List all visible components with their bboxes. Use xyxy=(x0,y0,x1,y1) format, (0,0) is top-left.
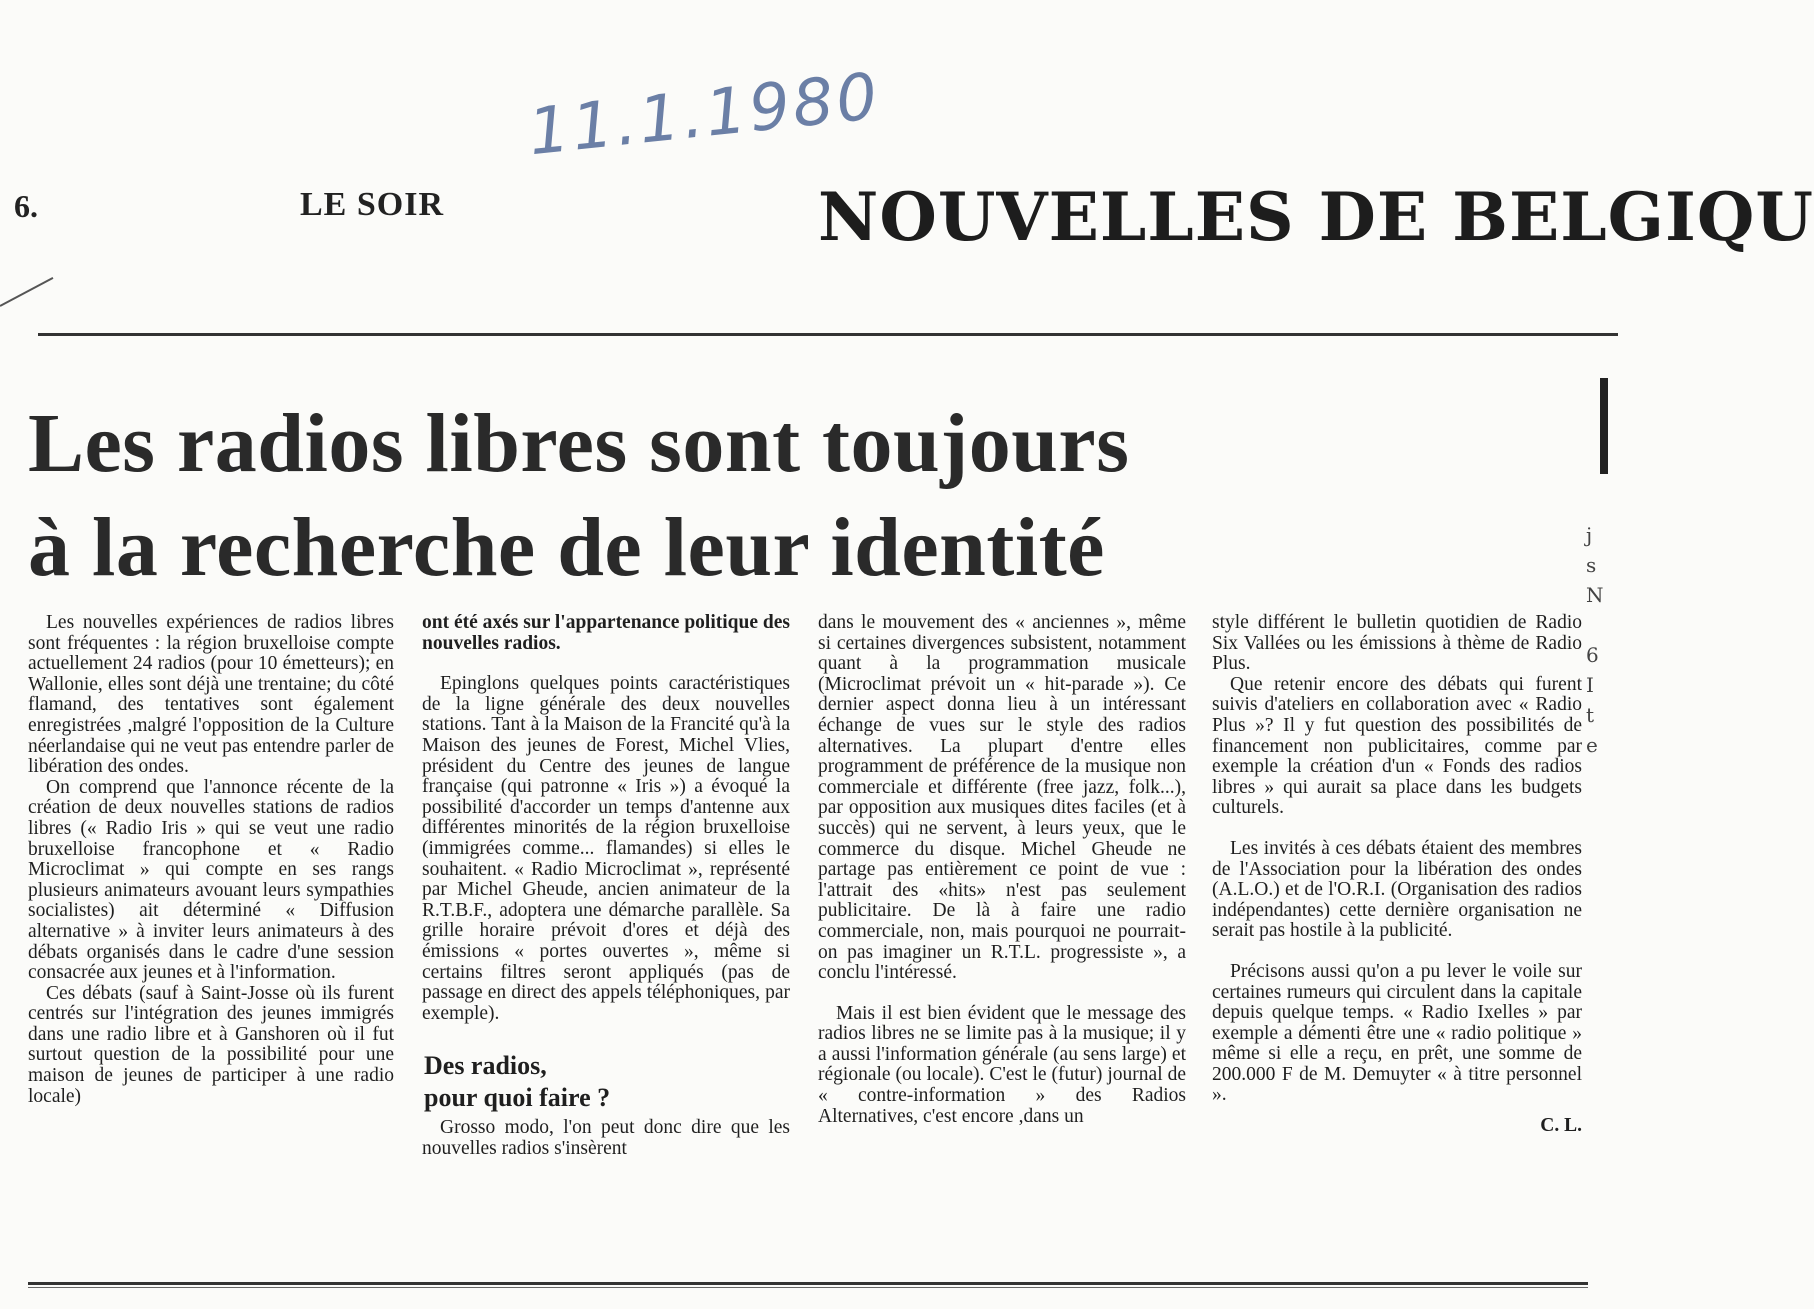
pencil-mark xyxy=(0,277,53,307)
paragraph: Que retenir encore des débats qui furent suivis d'ateliers en collaboration avec « Radio Plus »? Il y fut question des possibilités de financement non publicitaires, comme par exemple la création d'un « Fonds des radios libres » qui aurait sa place dans les budgets culturels. xyxy=(1212,673,1582,819)
edge-letter: s xyxy=(1586,553,1597,577)
paragraph-continued: style différent le bulletin quotidien de Radio Six Vallées ou les émissions à thème de Radio Plus. xyxy=(1212,612,1582,675)
page-number: 6. xyxy=(14,188,38,224)
article-column-1 xyxy=(28,613,394,1107)
paragraph: Grosso modo, l'on peut donc dire que les nouvelles radios s'insèrent xyxy=(422,1117,790,1159)
paragraph-continued: ont été axés sur l'appartenance politique des nouvelles radios. xyxy=(422,612,790,654)
paragraph: Précisons aussi qu'on a pu lever le voile sur certaines rumeurs qui circulent dans la capitale depuis quelque temps. « Radio Ixelles » par exemple a démenti être une « radio politique » même si elle a reçu, en prêt, une somme de 200.000 F de M. Demuyter « à titre personnel ». xyxy=(1212,960,1582,1106)
adjacent-column-bar xyxy=(1600,378,1608,474)
paragraph-continued: dans le mouvement des « anciennes », même si certaines divergences subsistent, notamment quant à la programmation musicale (Microclimat prévoit un « hit-parade »). Ce dernier aspect donna lieu à un intéressant échange de vues sur le style des radios alternatives. La plupart d'entre elles programment de préférence de la musique non commerciale et différente (free jazz, folk...), par opposition aux musiques dites faciles (et à succès) qui ne servent, à leurs yeux, que le commerce du disque. Michel Gheude ne partage pas entièrement ce point de vue : l'attrait des «hits» n'est pas seulement publicitaire. De là à faire une radio commerciale, non, mais pourquoi ne pourrait-on pas imaginer un R.T.L. progressiste », a conclu l'intéressé. xyxy=(818,612,1186,984)
bottom-rule xyxy=(28,1282,1588,1285)
paragraph: Les invités à ces débats étaient des membres de l'Association pour la libération des ondes (A.L.O.) et de l'O.R.I. (Organisation des radios indépendantes) cette dernière organisation ne serait pas hostile à la publicité. xyxy=(1212,837,1582,942)
article-column-4 xyxy=(1212,613,1582,1137)
headline-line-1: Les radios libres sont toujours xyxy=(28,397,1130,490)
paragraph: Epinglons quelques points caractéristiques de la ligne générale des deux nouvelles stations. Tant à la Maison de la Francité qu'à la Maison des jeunes de Forest, Michel Vlies, président du Centre des jeunes de langue française (qui patronne « Iris ») a évoqué la possibilité d'accorder un temps d'antenne aux différentes minorités de la région bruxelloise (immigrées comme... flamandes) si elles le souhaitent. « Radio Microclimat », représenté par Michel Gheude, ancien animateur de la R.T.B.F., adoptera une démarche parallèle. Sa grille horaire prévoit d'ores et déjà des émissions « portes ouvertes », même si certains filtres seront appliqués (pas de passage en direct des appels téléphoniques, par exemple). xyxy=(422,673,790,1024)
edge-letter: e xyxy=(1586,733,1598,757)
author-signature: C. L. xyxy=(1540,1115,1582,1137)
edge-letter: N xyxy=(1586,583,1604,607)
headline-line-2: à la recherche de leur identité xyxy=(28,501,1105,594)
subheading-line-1: Des radios, xyxy=(424,1051,547,1081)
section-title: NOUVELLES DE BELGIQU xyxy=(818,178,1814,256)
adjacent-column-fragments xyxy=(1586,520,1616,760)
masthead-rule xyxy=(38,333,1618,336)
handwritten-date: 11.1.1980 xyxy=(525,59,884,171)
edge-letter: I xyxy=(1586,673,1594,697)
bottom-rule-thin xyxy=(28,1287,1588,1288)
article-headline xyxy=(28,392,1288,600)
edge-letter: j xyxy=(1586,523,1593,547)
article-column-3 xyxy=(818,613,1186,1127)
paragraph: Ces débats (sauf à Saint-Josse où ils furent centrés sur l'intégration des jeunes immigrés dans une radio libre et à Ganshoren où il fut surtout question de la possibilité pour une maison de jeunes de participer à une radio locale) xyxy=(28,982,394,1107)
subheading-line-2: pour quoi faire ? xyxy=(424,1083,611,1113)
paragraph: On comprend que l'annonce récente de la création de deux nouvelles stations de radios libres (« Radio Iris » qui se veut une radio bruxelloise francophone et « Radio Microclimat » qui compte en ses rangs plusieurs animateurs avouant leurs sympathies socialistes) ait déterminé « Diffusion alternative » à inviter leurs animateurs à des débats organisés dans le cadre d'une session consacrée aux jeunes et à l'information. xyxy=(28,776,394,984)
edge-letter: t xyxy=(1586,703,1595,727)
paragraph: Les nouvelles expériences de radios libres sont fréquentes : la région bruxelloise compte actuellement 24 radios (pour 10 émetteurs); en Wallonie, elles sont déjà une trentaine; du côté flamand, des tentatives sont également enregistrées ,malgré l'opposition de la Culture néerlandaise qui ne veut pas entendre parler de libération des ondes. xyxy=(28,612,394,778)
subheading xyxy=(424,1050,790,1114)
edge-letter: 6 xyxy=(1586,643,1599,667)
paragraph: Mais il est bien évident que le message des radios libres ne se limite pas à la musique; il y a aussi l'information générale (au sens large) et régionale (ou locale). C'est le (futur) journal de « contre-information » des Radios Alternatives, c'est encore ,dans un xyxy=(818,1002,1186,1127)
article-column-2 xyxy=(422,613,790,1159)
newspaper-name: LE SOIR xyxy=(300,186,444,223)
